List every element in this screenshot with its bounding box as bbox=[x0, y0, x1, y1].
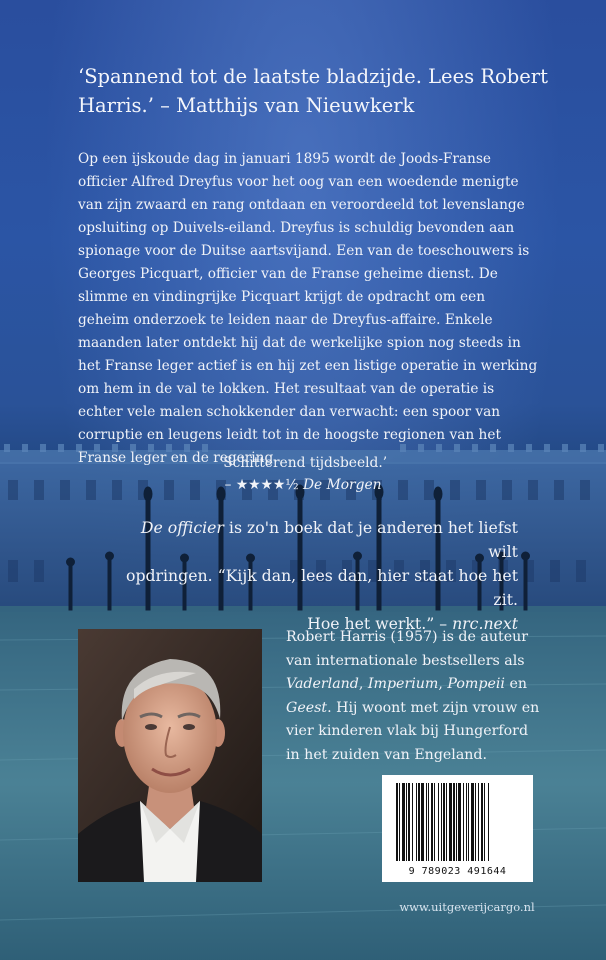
review-quote-line-1-text: is zo'n boek dat je anderen het liefst wilt bbox=[223, 518, 518, 561]
barcode-bar bbox=[416, 783, 417, 861]
author-portrait-illustration bbox=[78, 629, 262, 882]
isbn-number: 9 789023 491644 bbox=[408, 866, 507, 877]
barcode-bar bbox=[406, 783, 407, 861]
review-source: De Morgen bbox=[303, 477, 382, 493]
barcode-bar bbox=[449, 783, 452, 861]
book-title-vaderland: Vaderland bbox=[286, 676, 359, 693]
book-title-pompeii: Pompeii bbox=[447, 676, 505, 693]
credit-dash: – bbox=[224, 477, 232, 493]
review-quote-line-3-text: Hoe het werkt.” – bbox=[307, 614, 448, 633]
barcode-bar bbox=[408, 783, 410, 861]
top-quote-attribution: – Matthijs van Nieuwkerk bbox=[160, 94, 415, 117]
barcode-bar bbox=[399, 783, 400, 861]
barcode-bar bbox=[428, 783, 429, 861]
review-source: nrc.next bbox=[452, 614, 518, 633]
barcode-bar bbox=[481, 783, 483, 861]
bio-separator: , bbox=[438, 676, 448, 693]
barcode-bar bbox=[458, 783, 461, 861]
barcode-bar bbox=[412, 783, 413, 861]
book-title-imperium: Imperium bbox=[367, 676, 439, 693]
review-quote-credit bbox=[0, 474, 606, 496]
barcode-bar bbox=[396, 783, 398, 861]
rating-stars-icon: ★★★★½ bbox=[235, 477, 299, 493]
barcode-bar bbox=[471, 783, 474, 861]
barcode-bar bbox=[426, 783, 427, 861]
review-quote-nrc-next bbox=[108, 516, 518, 636]
barcode-bar bbox=[421, 783, 424, 861]
barcode-bar bbox=[441, 783, 442, 861]
barcode-bar bbox=[434, 783, 435, 861]
book-title-geest: Geest bbox=[286, 699, 328, 716]
review-quote-line-2: opdringen. “Kijk dan, lees dan, hier staat hoe het zit. bbox=[126, 566, 518, 609]
barcode-bar bbox=[443, 783, 445, 861]
review-quote-text: ‘Schitterend tijdsbeeld.’ bbox=[218, 455, 388, 471]
bio-text-2: . Hij woont met zijn vrouw en vier kinderen vlak bij Hungerford in het zuiden van Engeland. bbox=[286, 699, 540, 763]
author-bio bbox=[286, 626, 544, 768]
barcode-bar bbox=[402, 783, 405, 861]
review-quote-line-1 bbox=[108, 516, 518, 564]
book-title-mention: De officier bbox=[140, 518, 224, 537]
barcode-bar bbox=[456, 783, 457, 861]
barcode-bar bbox=[484, 783, 485, 861]
barcode-bar bbox=[488, 783, 489, 861]
barcode-bar bbox=[453, 783, 455, 861]
isbn-barcode bbox=[382, 775, 533, 882]
top-quote bbox=[78, 62, 548, 120]
author-photo bbox=[78, 629, 262, 882]
barcode-bar bbox=[478, 783, 479, 861]
barcode-bar bbox=[468, 783, 469, 861]
bio-text-1: Robert Harris (1957) is de auteur van internationale bestsellers als bbox=[286, 629, 529, 669]
barcode-bar bbox=[475, 783, 476, 861]
barcode-bar bbox=[418, 783, 420, 861]
bio-separator: , bbox=[358, 676, 368, 693]
barcode-bar bbox=[438, 783, 439, 861]
bio-separator: en bbox=[504, 676, 527, 693]
barcode-bar bbox=[466, 783, 467, 861]
barcode-bar bbox=[463, 783, 464, 861]
publisher-website: www.uitgeverijcargo.nl bbox=[399, 900, 535, 914]
barcode-bar bbox=[446, 783, 447, 861]
top-quote-text: ‘Spannend tot de laatste bladzijde. Lees Robert Harris.’ bbox=[78, 65, 548, 117]
barcode-bar bbox=[431, 783, 433, 861]
synopsis-text: Op een ijskoude dag in januari 1895 wordt de Joods-Franse officier Alfred Dreyfus voor het oog van een woedende menigte van zijn zwaard en rang ontdaan en veroordeeld tot levenslange opsluiting op Duivels-eiland. Dreyfus is schuldig bevonden aan spionage voor de Duitse aartsvijand. Een van de toeschouwers is Georges Picquart, officier van de Franse geheime dienst. De slimme en vindingrijke Picquart krijgt de opdracht om een geheim onderzoek te leiden naar de Dreyfus-affaire. Enkele maanden later ontdekt hij dat de werkelijke spion nog steeds in het Franse leger actief is en hij zet een listige operatie in werking om hem in de val te lokken. Het resultaat van de operatie is echter vele malen schokkender dan verwacht: een spoor van corruptie en leugens leidt tot in de hoogste regionen van het Franse leger en de regering. bbox=[78, 151, 538, 466]
review-quote-de-morgen bbox=[0, 452, 606, 496]
